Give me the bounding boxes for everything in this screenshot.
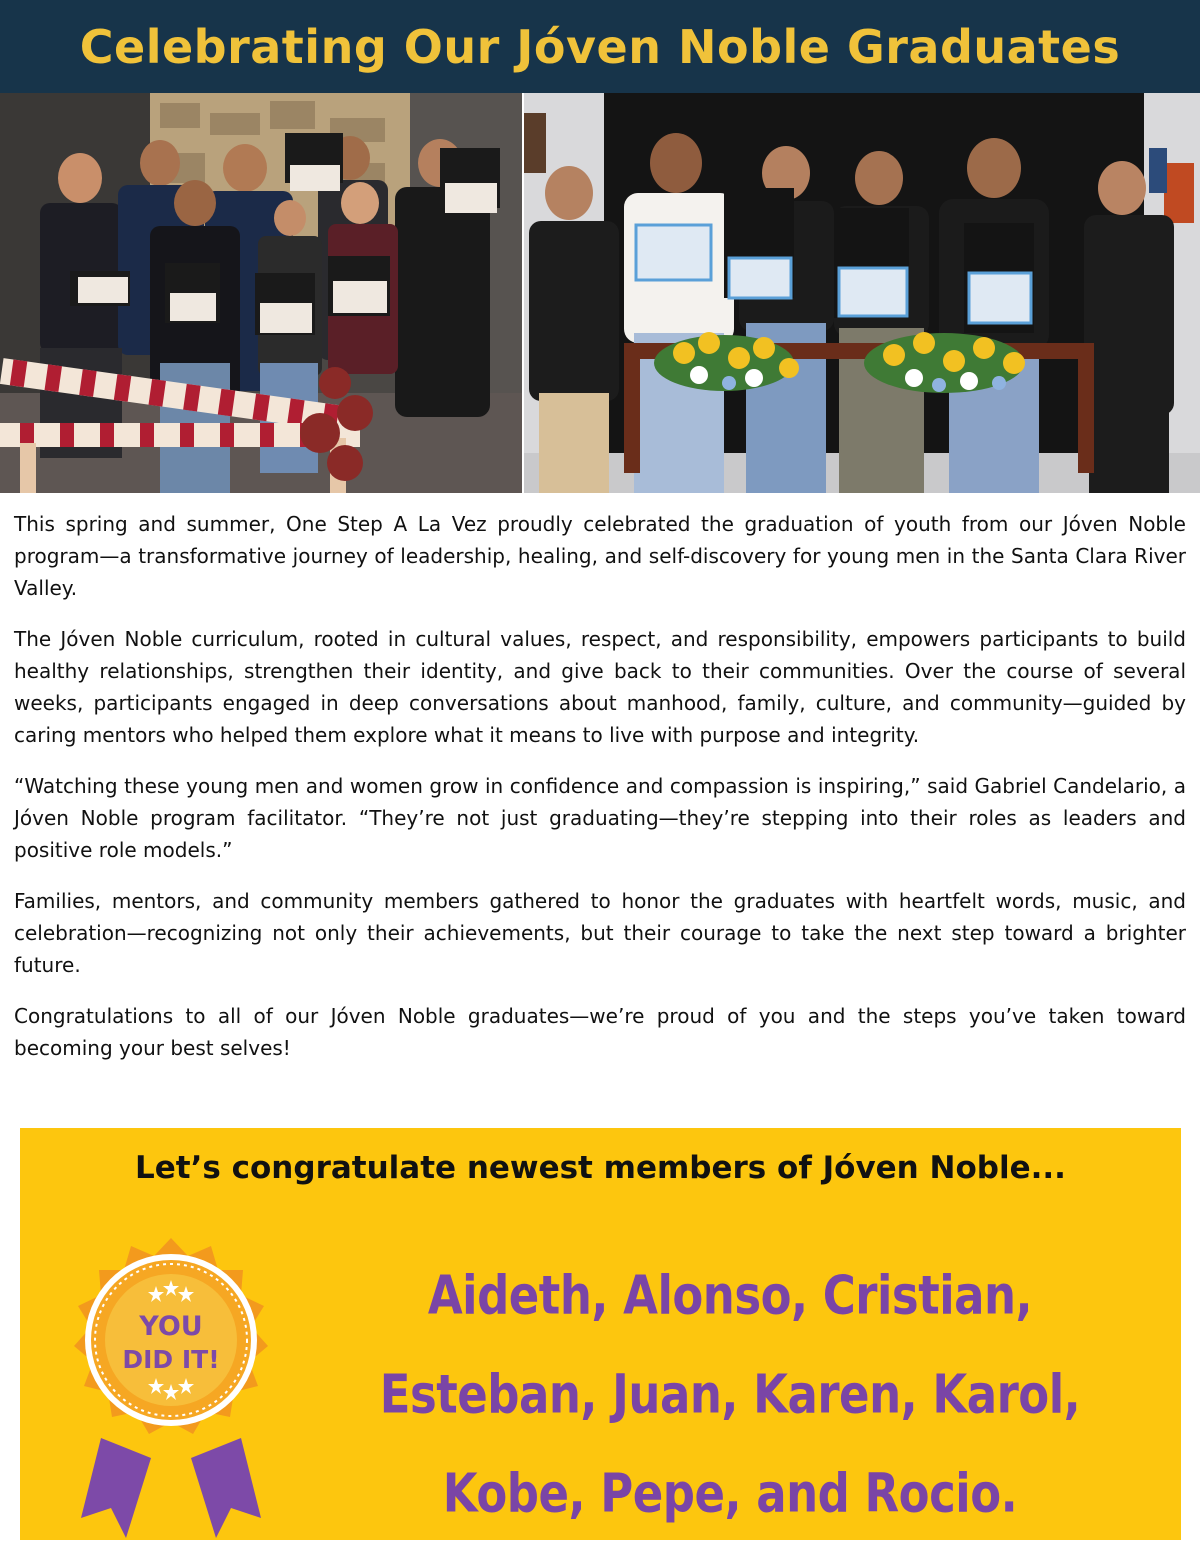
group-graduation-photo-icon [0,93,522,493]
article-paragraph: Congratulations to all of our Jóven Noble graduates—we’re proud of you and the steps you’ve taken toward becoming your best selves! [14,1004,1186,1060]
page-title: Celebrating Our Jóven Noble Graduates [79,19,1121,74]
badge-line-2: DID IT! [122,1345,220,1374]
graduates-with-certificates-photo-icon [524,93,1200,493]
article-paragraph: This spring and summer, One Step A La Vez proudly celebrated the graduation of youth from our Jóven Noble program—a transformative journey of leadership, healing, and self-discovery for young men in the Santa Clara River Valley. [14,512,1186,600]
graduate-names-line: Esteban, Juan, Karen, Karol, [379,1362,1081,1426]
article-paragraph: “Watching these young men and women grow in confidence and compassion is inspiring,” said Gabriel Candelario, a Jóven Noble program facilitator. “They’re not just graduating—they’re stepping into their roles as leaders and positive role models.” [14,774,1186,862]
callout-heading: Let’s congratulate newest members of Jóven Noble... [135,1150,1066,1186]
graduate-names-line: Aideth, Alonso, Cristian, [427,1263,1033,1327]
graduate-names [350,1246,1110,1543]
badge-line-1: YOU [139,1311,203,1342]
title-banner [0,0,1200,93]
article-paragraph: Families, mentors, and community members gathered to honor the graduates with heartfelt words, music, and celebration—recognizing not only their achievements, but their courage to take the next step toward a brighter future. [14,889,1186,977]
article-body [14,508,1186,1083]
graduates-certificates-photo [524,93,1200,493]
graduate-names-line: Kobe, Pepe, and Rocio. [442,1461,1018,1525]
award-ribbon-icon [56,1228,286,1538]
article-paragraph: The Jóven Noble curriculum, rooted in cultural values, respect, and responsibility, empowers participants to build healthy relationships, strengthen their identity, and give back to their communities. Over the course of several weeks, participants engaged in deep conversations about manhood, family, culture, and community—guided by caring mentors who helped them explore what it means to live with purpose and integrity. [14,627,1186,747]
group-graduation-photo [0,93,522,493]
graduates-callout [20,1128,1181,1540]
